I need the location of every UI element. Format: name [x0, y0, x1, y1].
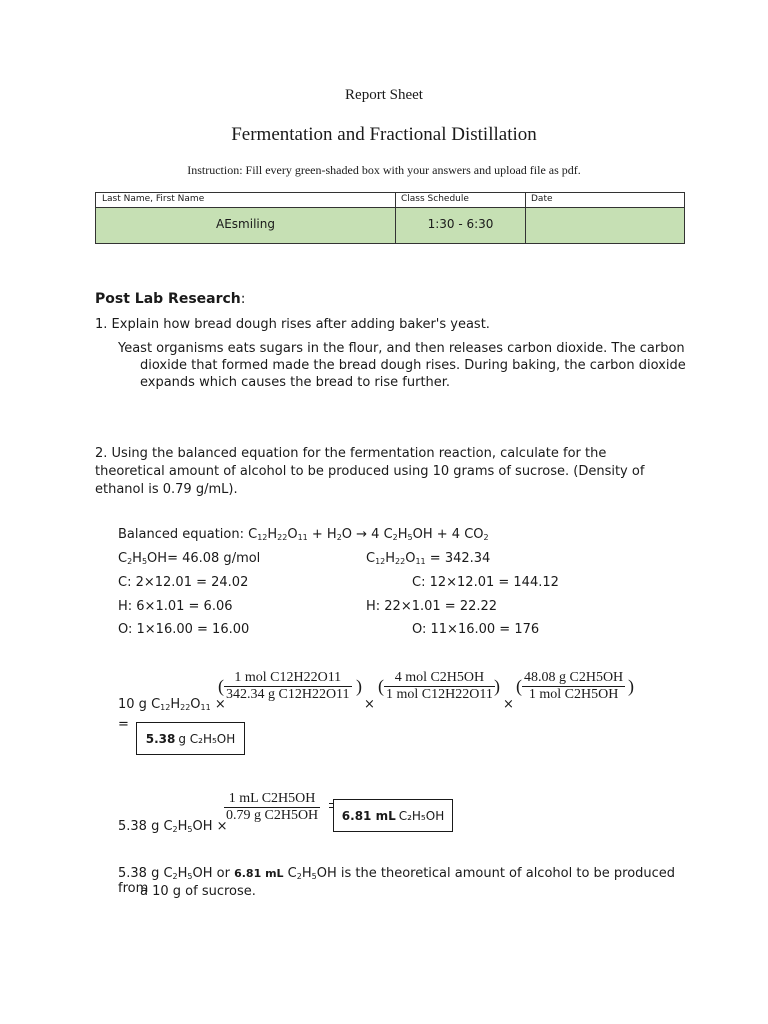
column-divider	[525, 193, 526, 243]
open-paren: (	[218, 676, 224, 696]
balanced-equation: Balanced equation: $C_{12}H_{22}O_{11} + H_2O \to 4$ $C_2H_5OH + 4$ $CO_2$	[118, 527, 489, 542]
instruction-text: Instruction: Fill every green-shaded box with your answers and upload file as pdf.	[187, 163, 581, 177]
oxygen-left: O: 1×16.00 = 16.00	[118, 622, 250, 637]
times-sign: ×	[364, 697, 375, 712]
document-title: Fermentation and Fractional Distillation	[231, 124, 537, 145]
times-sign: ×	[503, 697, 514, 712]
carbon-left: C: 2×12.01 = 24.02	[118, 575, 249, 590]
fraction-mol-per-gram-sucrose: 1 mol C12H22O11 342.34 g C12H22O11	[226, 670, 350, 702]
conclusion-line-2: a 10 g of sucrose.	[140, 884, 256, 899]
close-paren: )	[356, 676, 362, 696]
name-field[interactable]: AEsmiling	[216, 217, 275, 231]
question-1: 1. Explain how bread dough rises after adding baker's yeast.	[95, 317, 490, 332]
report-sheet-label: Report Sheet	[345, 87, 423, 103]
equals-sign: =	[118, 717, 129, 732]
conclusion-line-1: 5.38 g $C_2H_5OH$ or 6.81 mL $C_2H_5OH$ is the theoretical amount of alcohol to be produced from	[118, 866, 676, 896]
carbon-right: C: 12×12.01 = 144.12	[412, 575, 559, 590]
header-schedule: Class Schedule	[401, 194, 469, 204]
schedule-field[interactable]: 1:30 - 6:30	[427, 217, 494, 231]
open-paren: (	[378, 676, 384, 696]
fraction-ethanol-molar-mass: 48.08 g C2H5OH 1 mol C2H5OH	[524, 670, 624, 702]
result-volume-box[interactable]: 6.81 mL C₂H₅OH	[333, 799, 453, 832]
hydrogen-right: H: 22×1.01 = 22.22	[366, 599, 498, 614]
close-paren: )	[628, 676, 634, 696]
hydrogen-left: H: 6×1.01 = 6.06	[118, 599, 233, 614]
post-lab-heading: Post Lab Research:	[95, 291, 246, 307]
fraction-density: $\frac{\text{1 mL C2H5OH}}{\text{0.79 g C2H5OH}}$	[226, 791, 319, 823]
header-date: Date	[531, 194, 553, 204]
start-mass: 10 g $C_{12}H_{22}O_{11}$ ×	[118, 697, 226, 712]
student-info-table	[95, 192, 685, 244]
sucrose-molar-mass: $C_{12}H_{22}O_{11} = 342.34$	[366, 551, 491, 566]
question-2: 2. Using the balanced equation for the fermentation reaction, calculate for the theoretical amount of alcohol to be produced using 10 grams of sucrose. (Density of ethanol is 0.79 g/mL).	[95, 446, 645, 497]
oxygen-right: O: 11×16.00 = 176	[412, 622, 540, 637]
header-name: Last Name, First Name	[102, 194, 205, 204]
answer-1: Yeast organisms eats sugars in the flour, and then releases carbon dioxide. The carbon dioxide that formed made the bread dough rises. During baking, the carbon dioxide expands which causes the bread to rise further.	[118, 341, 686, 390]
fraction-mole-ratio: 4 mol C2H5OH 1 mol C12H22O11	[386, 670, 493, 702]
open-paren: (	[516, 676, 522, 696]
result-mass-box[interactable]: 5.38 g C₂H₅OH	[136, 722, 245, 755]
ethanol-molar-mass: $C_2H_5OH= 46.08$ g/mol	[118, 551, 261, 566]
table-header-row	[96, 193, 684, 208]
step2-mass: 5.38 g $C_2H_5OH$ ×	[118, 819, 228, 834]
close-paren: )	[494, 676, 500, 696]
